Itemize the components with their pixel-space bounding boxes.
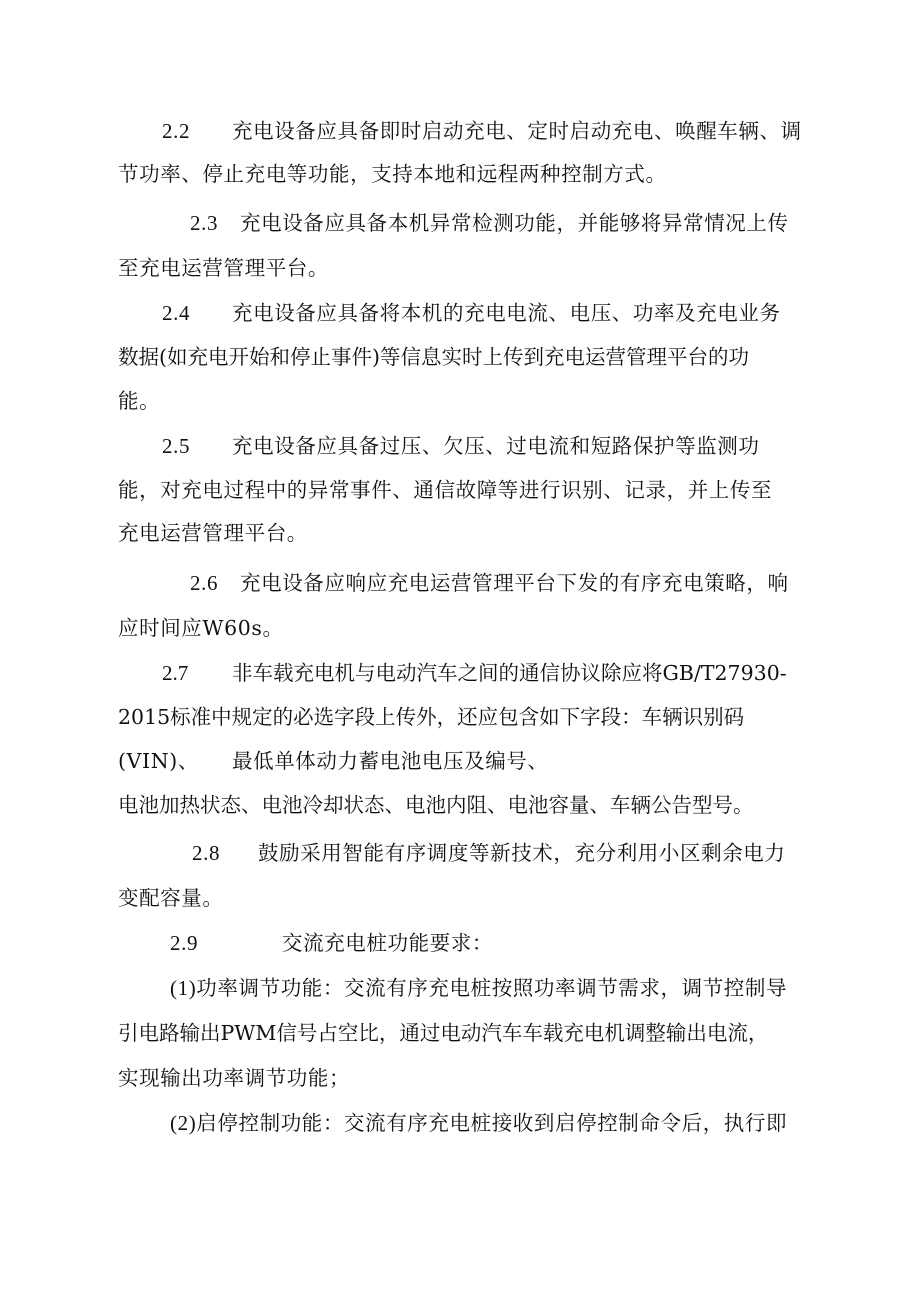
item-2-4-line-2: 数据(如充电开始和停止事件)等信息实时上传到充电运营管理平台的功	[118, 345, 749, 369]
item-2-8-line-2: 变配容量。	[118, 886, 224, 910]
item-2-5-line-2: 能，对充电过程中的异常事件、通信故障等进行识别、记录，并上传至	[118, 478, 773, 502]
item-number: 2.6	[190, 571, 219, 595]
item-2-5-line-3: 充电运营管理平台。	[118, 521, 308, 545]
subitem-1-line-2: 引电路输出PWM信号占空比，通过电动汽车车载充电机调整输出电流，	[118, 1021, 769, 1045]
item-2-6-line-1: 2.6 充电设备应响应充电运营管理平台下发的有序充电策略，响	[190, 571, 789, 595]
item-number: 2.4	[162, 301, 191, 325]
item-2-8-line-1: 2.8 鼓励采用智能有序调度等新技术，充分利用小区剩余电力	[192, 841, 786, 865]
item-2-2-line-1: 2.2 充电设备应具备即时启动充电、定时启动充电、唤醒车辆、调	[162, 119, 802, 143]
subitem-1-line-1: (1)功率调节功能：交流有序充电桩按照功率调节需求，调节控制导	[170, 976, 788, 1000]
item-number: 2.7	[162, 661, 189, 685]
subitem-number: (2)	[170, 1111, 197, 1135]
subitem-2-line-1: (2)启停控制功能：交流有序充电桩接收到启停控制命令后，执行即	[170, 1111, 788, 1135]
item-2-4-line-3: 能。	[118, 389, 161, 413]
item-2-7-line-1: 2.7 非车载充电机与电动汽车之间的通信协议除应将GB/T27930-	[162, 661, 787, 685]
subitem-1-line-3: 实现输出功率调节功能；	[118, 1066, 351, 1090]
item-2-3-line-1: 2.3 充电设备应具备本机异常检测功能，并能够将异常情况上传	[190, 211, 789, 235]
item-number: 2.5	[162, 434, 191, 458]
item-2-7-line-2: 2015标准中规定的必选字段上传外，还应包含如下字段：车辆识别码	[118, 705, 745, 729]
item-number: 2.3	[190, 211, 219, 235]
item-2-7-line-3b: 最低单体动力蓄电池电压及编号、	[232, 749, 549, 773]
subitem-number: (1)	[170, 976, 197, 1000]
item-number: 2.9	[170, 931, 199, 955]
item-2-7-line-3: (VIN)、	[118, 749, 199, 773]
item-number: 2.8	[192, 841, 221, 865]
item-2-2-line-2: 节功率、停止充电等功能，支持本地和远程两种控制方式。	[118, 162, 667, 186]
item-2-5-line-1: 2.5 充电设备应具备过压、欠压、过电流和短路保护等监测功	[162, 434, 760, 458]
item-2-3-line-2: 至充电运营管理平台。	[118, 256, 329, 280]
item-2-4-line-1: 2.4 充电设备应具备将本机的充电电流、电压、功率及充电业务	[162, 301, 781, 325]
item-2-9-line-1: 2.9 交流充电桩功能要求：	[170, 931, 493, 955]
item-2-6-line-2: 应时间应W60s。	[118, 616, 284, 640]
item-number: 2.2	[162, 119, 191, 143]
item-2-7-line-4: 电池加热状态、电池冷却状态、电池内阻、电池容量、车辆公告型号。	[118, 793, 754, 817]
